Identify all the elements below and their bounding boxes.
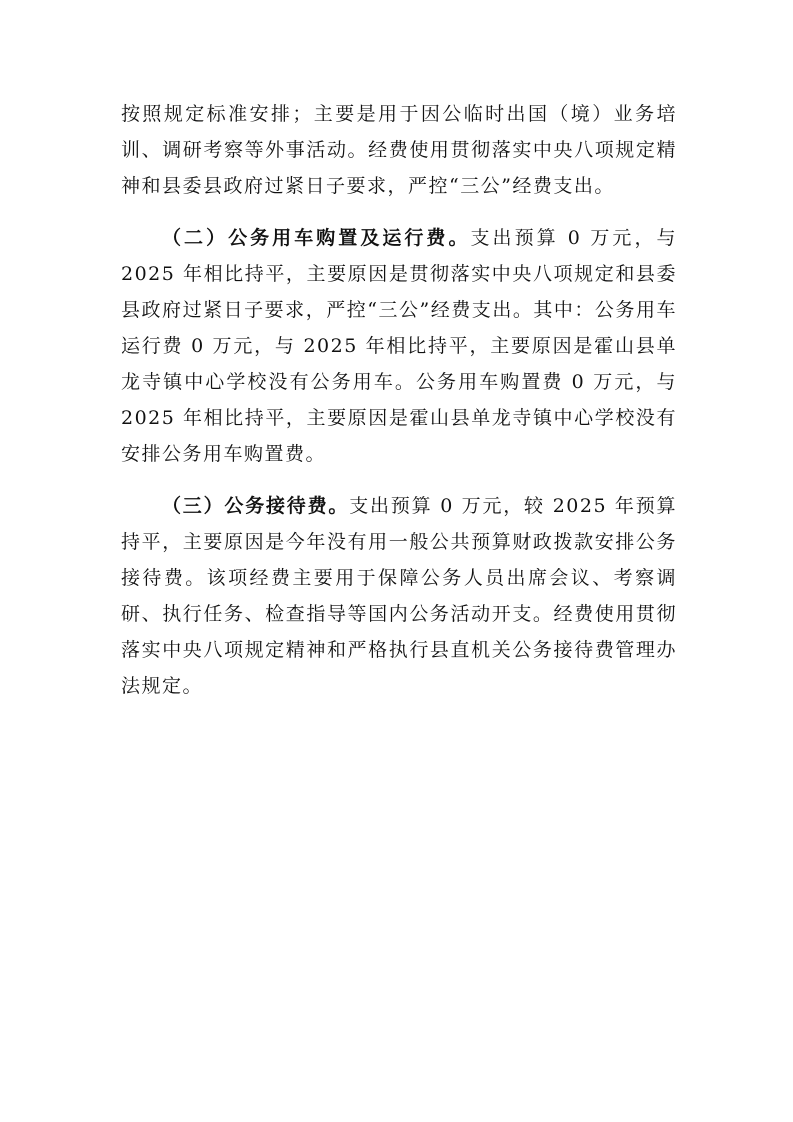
paragraph-continuation: 按照规定标准安排；主要是用于因公临时出国（境）业务培训、调研考察等外事活动。经费使用贯彻落实中央八项规定精神和县委县政府过紧日子要求，严控“三公”经费支出。	[121, 103, 677, 197]
section-heading-vehicle: （二）公务用车购置及运行费。	[162, 227, 471, 249]
section-body-vehicle: 支出预算 0 万元，与 2025 年相比持平，主要原因是贯彻落实中央八项规定和县委县政府过紧日子要求，严控“三公”经费支出。其中：公务用车运行费 0 万元，与 2025 年相比持平，主要原因是霍山县单龙寺镇中心学校没有公务用车。公务用车购置费 0 万元，与 2025 年相比持平，主要原因是霍山县单龙寺镇中心学校没有安排公务用车购置费。	[121, 227, 677, 465]
section-reception-expenses	[121, 488, 677, 704]
section-vehicle-expenses	[121, 220, 677, 472]
section-heading-reception: （三）公务接待费。	[162, 495, 350, 517]
document-body	[121, 96, 677, 704]
section-body-reception: 支出预算 0 万元，较 2025 年预算持平，主要原因是今年没有用一般公共预算财政拨款安排公务接待费。该项经费主要用于保障公务人员出席会议、考察调研、执行任务、检查指导等国内公务活动开支。经费使用贯彻落实中央八项规定精神和严格执行县直机关公务接待费管理办法规定。	[121, 495, 677, 697]
